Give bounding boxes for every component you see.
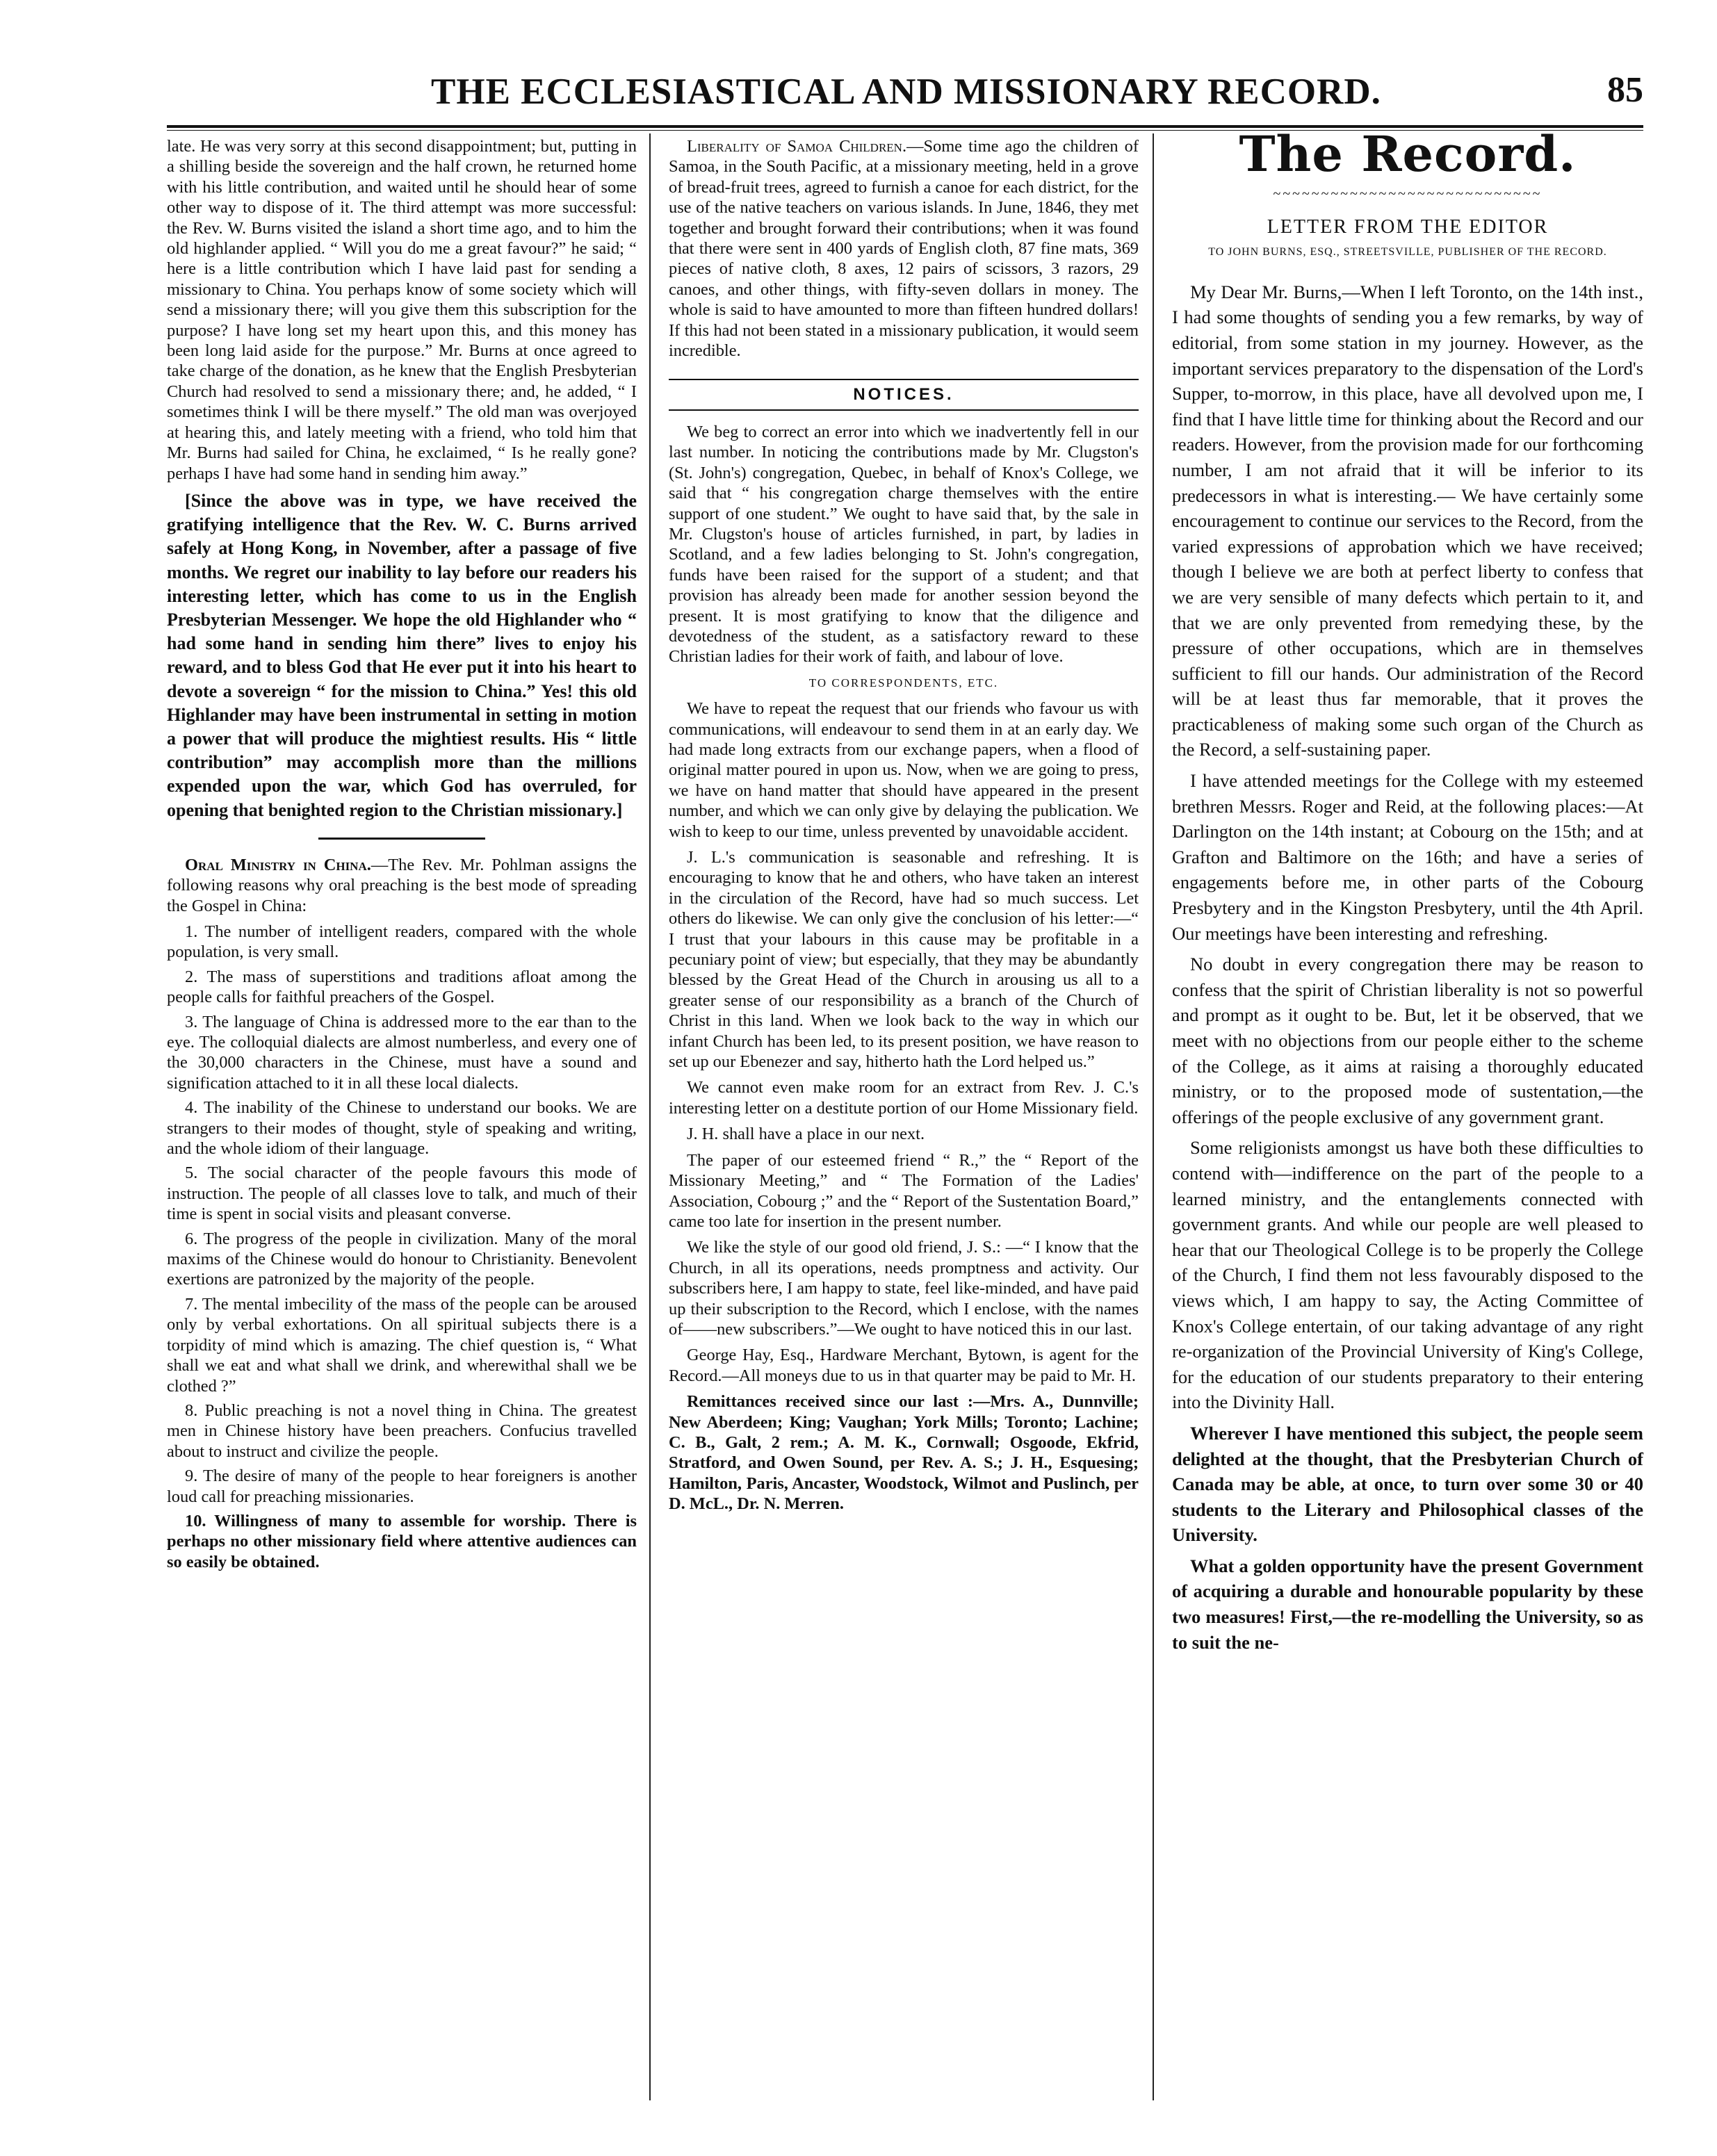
notice-paragraph: We cannot even make room for an extract from Rev. J. C.'s interesting letter on a destitute portion of our Home Missionary field. bbox=[669, 1078, 1139, 1118]
reasons-list bbox=[167, 922, 637, 1572]
reason-item: 1. The number of intelligent readers, compared with the whole population, is very small. bbox=[167, 922, 637, 962]
samoa-heading: Liberality of Samoa Children. bbox=[687, 137, 907, 156]
notice-paragraph: J. L.'s communication is seasonable and refreshing. It is encouraging to know that he and others, who have taken an interest in the circulation of the Record, have had so much success. Let others do likewise. We can only give the conclusion of his letter:—“ I trust that your labours in this cause may be profitable in a pecuniary point of view; but especially, that they may be abundantly blessed by the Great Head of the Church in arousing us all to a greater sense of our responsibility as a branch of the Church of Christ in this land. When we look back to the way in which our infant Church has been led, to its present position, we have reason to set up our Ebenezer and say, hitherto hath the Lord helped us.” bbox=[669, 848, 1139, 1072]
reason-item: 4. The inability of the Chinese to understand our books. We are strangers to their modes of thought, style of speaking and writing, and the whole idiom of their language. bbox=[167, 1098, 637, 1159]
separator-rule bbox=[318, 838, 485, 840]
remittances-paragraph: Remittances received since our last :—Mrs. A., Dunnville; New Aberdeen; King; Vaughan; York Mills; Toronto; Lachine; C. B., Galt, 2 rem.; A. M. K., Cornwall; Osgoode, Ekfrid, Stratford, and Owen Sound, per Rev. A. S.; J. H., Esquesing; Hamilton, Paris, Ancaster, Woodstock, Wilmot and Puslinch, per D. McL., Dr. N. Merren. bbox=[669, 1392, 1139, 1514]
notice-paragraph: We have to repeat the request that our friends who favour us with communications, will endeavour to send them in at an early day. We had made long extracts from our exchange papers, when a flood of original matter poured in upon us. Now, when we are going to press, we have on hand matter that should have appeared in the present number, and which we can only give by delaying the publication. We wish to keep to our time, unless prevented by unavoidable accident. bbox=[669, 699, 1139, 841]
notice-paragraph: We like the style of our good old friend, J. S.: —“ I know that the Church, in all its operations, needs promptness and activity. Our subscribers here, I am happy to state, feel like-minded, and have paid up their subscription to the Record, which I enclose, with the names of——new subscribers.”—We ought to have noticed this in our last. bbox=[669, 1238, 1139, 1339]
column-left bbox=[167, 136, 637, 1576]
reason-item: 2. The mass of superstitions and traditions afloat among the people calls for faithful preachers of the Gospel. bbox=[167, 967, 637, 1007]
record-masthead: The Record. bbox=[1239, 125, 1577, 183]
oral-ministry-heading: Oral Ministry in China. bbox=[185, 855, 371, 874]
reason-item: 8. Public preaching is not a novel thing in China. The greatest men in Chinese history have been preachers. Confucius travelled about to instruct and civilize the people. bbox=[167, 1400, 637, 1461]
editor-note-paragraph: [Since the above was in type, we have received the gratifying intelligence that the Rev. W. C. Burns arrived safely at Hong Kong, in November, after a passage of five months. We regret our inability to lay before our readers his interesting letter, which has come to us in the English Presbyterian Messenger. We hope the old Highlander who “ had some hand in sending him there” lives to enjoy his reward, and to bless God that He ever put it into his heart to devote a sovereign “ for the mission to China.” Yes! this old Highlander may have been instrumental in setting in motion a power that will produce the mightiest results. His “ little contribution” may accomplish more than the millions expended upon the war, which God has overruled, for opening that benighted region to the Christian missionary.] bbox=[167, 490, 637, 820]
letter-paragraph: No doubt in every congregation there may be reason to confess that the spirit of Christian liberality is not so powerful and prompt as it ought to be. But, let it be observed, that we meet with no objections from our people either to the scheme of the College, as it aims at raising a thoroughly educated ministry, or to the proposed mode of sustentation,—the offerings of the people exclusive of any government grant. bbox=[1172, 954, 1643, 1127]
letter-paragraph: I have attended meetings for the College with my esteemed brethren Messrs. Roger and Reid, at the following places:—At Darlington on the 14th instant; at Cobourg on the 15th; and at Grafton and Baltimore on the 16th; and have a series of engagements before me, in other parts of the Cobourg Presbytery and in the Kingston Presbytery, until the 4th April. Our meetings have been interesting and refreshing. bbox=[1172, 770, 1643, 944]
ornamental-divider: ~~~~~~~~~~~~~~~~~~~~~~~~~~~~ bbox=[1273, 186, 1543, 202]
letter-paragraph: My Dear Mr. Burns,—When I left Toronto, on the 14th inst., I had some thoughts of sending you a few remarks, by way of editorial, from some station in my journey. However, as the important services preparatory to the dispensation of the Lord's Supper, to-morrow, in this place, have all devolved upon me, I find that I have little time for thinking about the Record and our readers. However, from the provision made for our forthcoming number, I am not afraid that it will be inferior to its predecessors in what is interesting.— We have certainly some encouragement to continue our services to the Record, from the varied expressions of approbation which we have received; though I believe we are both at perfect liberty to confess that we are very sensible of many defects which pertain to it, and that we are only prevented from remedying these, by the pressure of other occupations, which are in themselves sufficient to fill our hands. Our administration of the Record will be at least thus far memorable, that it proves the practicableness of making some such organ of the Church as the Record, a self-sustaining paper. bbox=[1172, 281, 1643, 760]
letter-paragraph: What a golden opportunity have the present Government of acquiring a durable and honourable popularity by these two measures! First,—the re-modelling the University, so as to suit the ne- bbox=[1172, 1555, 1643, 1653]
reason-item: 3. The language of China is addressed more to the ear than to the eye. The colloquial dialects are almost numberless, and every one of the 30,000 characters in the Chinese, must have a sound and signification attached to it in all these local dialects. bbox=[167, 1012, 637, 1093]
reason-item: 6. The progress of the people in civilization. Many of the moral maxims of the Chinese would do honour to Christianity. Benevolent exertions are patronized by the majority of the people. bbox=[167, 1229, 637, 1289]
samoa-text: —Some time ago the children of Samoa, in the South Pacific, at a missionary meeting, held in a grove of bread-fruit trees, agreed to furnish a canoe for each district, for the use of the native teachers on various islands. In June, 1846, they met together and brought forward their contributions; when it was found that there were sent in 400 yards of English cloth, 87 fine mats, 369 pieces of native cloth, 8 axes, 12 pairs of scissors, 3 razors, 29 canoes, and other things, with fifty-seven dollars in money. The whole is said to have amounted to more than fifteen hundred dollars! If this had not been stated in a missionary publication, it would seem incredible. bbox=[669, 137, 1139, 361]
agent-paragraph: George Hay, Esq., Hardware Merchant, Bytown, is agent for the Record.—All moneys due to us in that quarter may be paid to Mr. H. bbox=[669, 1346, 1139, 1385]
reason-item: 10. Willingness of many to assemble for worship. There is perhaps no other missionary field where attentive audiences can so easily be obtained. bbox=[167, 1511, 637, 1571]
samoa-paragraph bbox=[669, 136, 1139, 361]
reason-item: 7. The mental imbecility of the mass of the people can be aroused only by verbal exhortations. On all spiritual subjects there is a torpidity of mind which is amazing. The chief question is, “ What shall we eat and what shall we drink, and wherewithal shall we be clothed ?” bbox=[167, 1294, 637, 1396]
notice-paragraph: The paper of our esteemed friend “ R.,” the “ Report of the Missionary Meeting,” and “ The Formation of the Ladies' Association, Cobourg ;” and the “ Report of the Sustentation Board,” came too late for insertion in the present number. bbox=[669, 1150, 1139, 1231]
notice-paragraph: J. H. shall have a place in our next. bbox=[687, 1125, 925, 1144]
notices-heading: NOTICES. bbox=[669, 379, 1139, 410]
journal-title: THE ECCLESIASTICAL AND MISSIONARY RECORD. bbox=[431, 72, 1381, 112]
column-rule-1 bbox=[649, 133, 651, 2100]
notice-paragraph: We beg to correct an error into which we inadvertently fell in our last number. In noticing the contributions made by Mr. Clugston's (St. John's) congregation, Quebec, in behalf of Knox's College, we said that “ his congregation charge themselves with the entire support of one student.” We ought to have said that, by the sale in Mr. Clugston's house of articles furnished, in part, by ladies in Scotland, and a few ladies belonging to St. John's congregation, funds have been raised for the support of a student; and that provision has already been made for another session beyond the present. It is most gratifying to know that the diligence and devotedness of the student, as a satisfactory reward to these Christian ladies for their work of faith, and labour of love. bbox=[669, 422, 1139, 667]
letter-paragraph: Wherever I have mentioned this subject, the people seem delighted at the thought, that the Presbyterian Church of Canada may be able, at once, to turn over some 30 or 40 students to the Literary and Philosophical classes of the University. bbox=[1172, 1422, 1643, 1546]
oral-ministry-intro: —The Rev. Mr. Pohlman assigns the following reasons why oral preaching is the best mode of spreading the Gospel in China: bbox=[167, 855, 637, 915]
correspondents-heading: TO CORRESPONDENTS, ETC. bbox=[808, 676, 999, 689]
page-header bbox=[167, 67, 1643, 122]
oral-ministry-paragraph bbox=[167, 855, 637, 916]
page-number: 85 bbox=[1607, 70, 1643, 110]
column-middle bbox=[669, 136, 1139, 1520]
letter-subheading: TO JOHN BURNS, ESQ., STREETSVILLE, PUBLISHER OF THE RECORD. bbox=[1208, 245, 1607, 258]
column-right bbox=[1172, 125, 1643, 1660]
reason-item: 9. The desire of many of the people to hear foreigners is another loud call for preaching missionaries. bbox=[167, 1467, 637, 1506]
reason-item: 5. The social character of the people favours this mode of instruction. The people of all classes love to talk, and much of their time is spent in social visits and pleasant converse. bbox=[167, 1163, 637, 1224]
letter-heading: LETTER FROM THE EDITOR bbox=[1267, 216, 1549, 238]
highlander-paragraph: late. He was very sorry at this second disappointment; but, putting in a shilling beside the sovereign and the half crown, he returned home with his little contribution, and waited until he should hear of some other way to dispose of it. The third attempt was more successful: the Rev. W. Burns visited the island a short time ago, and to him the old highlander applied. “ Will you do me a great favour?” he said; “ here is a little contribution which I have laid past for sending a missionary to China. You perhaps know of some society which will send a missionary there; will you give them this subscription for the purpose? I have long set my heart upon this, and this money has been long laid aside for the purpose.” Mr. Burns at once agreed to take charge of the donation, as he knew that the English Presbyterian Church had resolved to send a missionary there; and, he added, “ I sometimes think I will be there myself.” The old man was overjoyed at hearing this, and lately meeting with a friend, who told him that Mr. Burns had sailed for China, he exclaimed, “ Is he really gone? perhaps I have had some hand in sending him away.” bbox=[167, 137, 637, 483]
letter-paragraph: Some religionists amongst us have both these difficulties to contend with—indifference on the part of the people to a learned ministry, and the entanglements connected with government grants. And while our people are well pleased to hear that our Theological College is to be properly the College of the Church, I find them not less favourably disposed to the views which, I am happy to say, the Acting Committee of Knox's College entertain, of our taking advantage of any right re-organization of the Provincial University of King's College, for the education of our students preparatory to their entering into the Divinity Hall. bbox=[1172, 1137, 1643, 1413]
column-rule-2 bbox=[1153, 133, 1154, 2100]
